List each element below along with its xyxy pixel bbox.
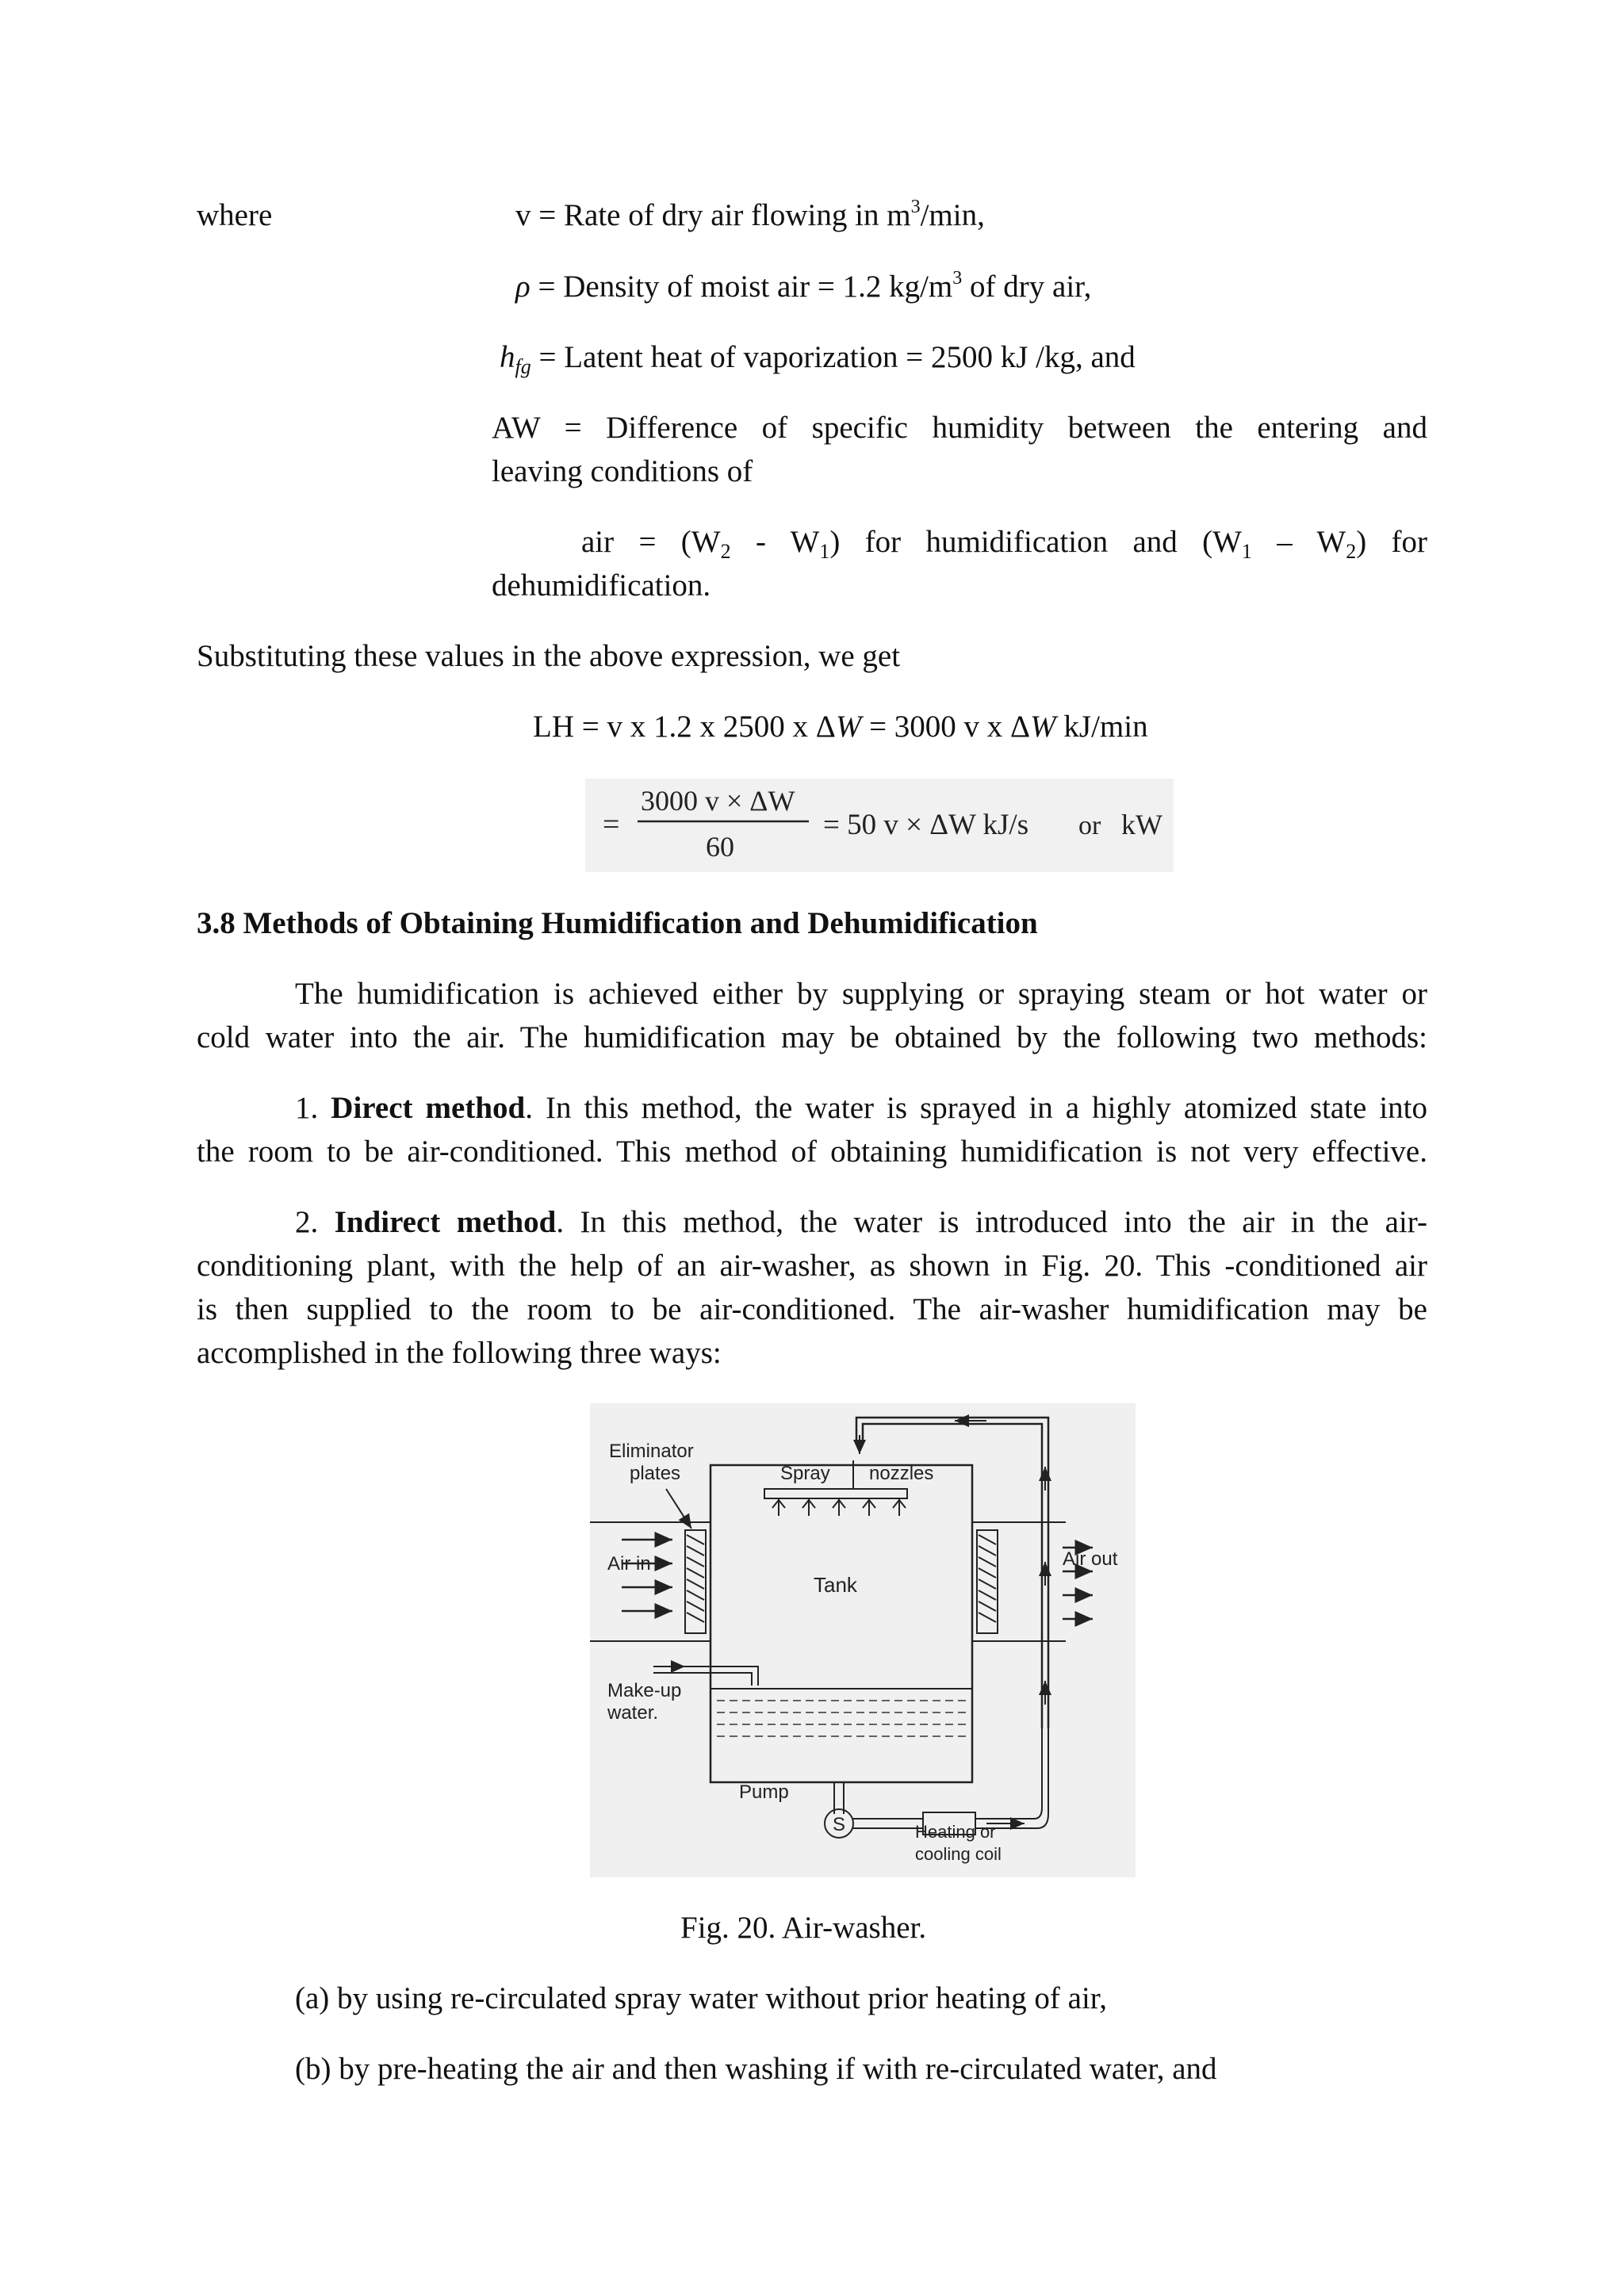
spray-header	[764, 1489, 907, 1498]
paragraph-3-line4: accomplished in the following three ways:	[197, 1336, 722, 1370]
fraction-unit: kW	[1121, 809, 1162, 840]
label-eliminator: Eliminator	[609, 1441, 694, 1462]
label-nozzles: nozzles	[869, 1463, 934, 1484]
label-air-in: Air in	[607, 1553, 651, 1575]
list-item-b: (b) by pre-heating the air and then washing if with re-circulated water, and	[295, 2052, 1217, 2086]
list-item-a: (a) by using re-circulated spray water without prior heating of air,	[295, 1981, 1107, 2015]
coil-outlet-pipe	[975, 1728, 1048, 1828]
label-makeup: Make-up	[607, 1680, 682, 1701]
paragraph-1-line1: The humidification is achieved either by supplying or spraying steam or hot water or	[295, 977, 1427, 1011]
label-spray: Spray	[780, 1463, 830, 1484]
label-plates: plates	[630, 1463, 681, 1484]
eliminator-plate-left	[685, 1530, 706, 1633]
pump-discharge	[853, 1819, 923, 1828]
paragraph-1-line2: cold water into the air. The humidification may be obtained by the following two methods:	[197, 1020, 1427, 1054]
air-washer-diagram	[590, 1403, 1136, 1877]
label-water: water.	[607, 1702, 659, 1724]
eliminator-plate-right	[977, 1530, 998, 1633]
label-cooling: cooling coil	[915, 1844, 1002, 1864]
fraction-or: or	[1078, 811, 1101, 840]
water-body	[717, 1701, 967, 1736]
fraction-numerator: 3000 v × ΔW	[641, 785, 795, 817]
label-pump: Pump	[739, 1781, 789, 1803]
fraction-equation	[585, 779, 1174, 872]
definition-hfg: $h_{fg}$ = Latent heat of vaporization = 2500 kJ /kg, and	[500, 340, 1136, 378]
washer-chamber	[710, 1465, 972, 1782]
fraction-denominator: 60	[706, 831, 734, 863]
definition-aw-line2: leaving conditions of	[492, 454, 753, 488]
spray-nozzles	[772, 1498, 906, 1516]
air-washer-figure	[590, 1403, 1136, 1877]
definition-aw-line1: AW = Difference of specific humidity between the entering and	[492, 411, 1427, 445]
where-label: where	[197, 198, 273, 232]
fraction-equation-image	[585, 779, 1174, 872]
paragraph-3-line3: is then supplied to the room to be air-conditioned. The air-washer humidification may be	[197, 1292, 1427, 1326]
paragraph-3-line2: conditioning plant, with the help of an air-washer, as shown in Fig. 20. This -conditioned air	[197, 1249, 1427, 1283]
figure-caption: Fig. 20. Air-washer.	[680, 1911, 927, 1945]
section-heading: 3.8 Methods of Obtaining Humidification and Dehumidification	[197, 906, 1038, 940]
definition-air-line: air = $(W_2 - W_1)$ for humidification and $(W_1 - W_2)$ for	[581, 525, 1427, 563]
definition-dehumidification: dehumidification.	[492, 568, 711, 603]
label-tank: Tank	[814, 1573, 857, 1597]
paragraph-2-line1: 1. Direct method. In this method, the water is sprayed in a highly atomized state into	[295, 1091, 1427, 1125]
definition-rho: ρ = Density of moist air = 1.2 $kg/m^3$ of dry air,	[515, 268, 1092, 304]
definition-v: v = Rate of dry air flowing in $m^3/\min$,	[515, 197, 985, 232]
substituting-text: Substituting these values in the above expression, we get	[197, 639, 901, 673]
pump-symbol-label: S	[833, 1814, 846, 1835]
lh-equation: LH = v x 1.2 x 2500 x ΔW = 3000 v x ΔW kJ/min	[533, 710, 1148, 744]
paragraph-2-line2: the room to be air-conditioned. This method of obtaining humidification is not very effective.	[197, 1135, 1427, 1169]
paragraph-3-line1: 2. Indirect method. In this method, the water is introduced into the air in the air-	[295, 1205, 1427, 1239]
air-in-arrows	[622, 1540, 672, 1611]
fraction-result: = 50 v × ΔW kJ/s	[823, 809, 1029, 841]
label-air-out: Air out	[1063, 1548, 1118, 1570]
equals-sign: =	[603, 808, 620, 841]
label-heating: Heating or	[915, 1822, 996, 1842]
